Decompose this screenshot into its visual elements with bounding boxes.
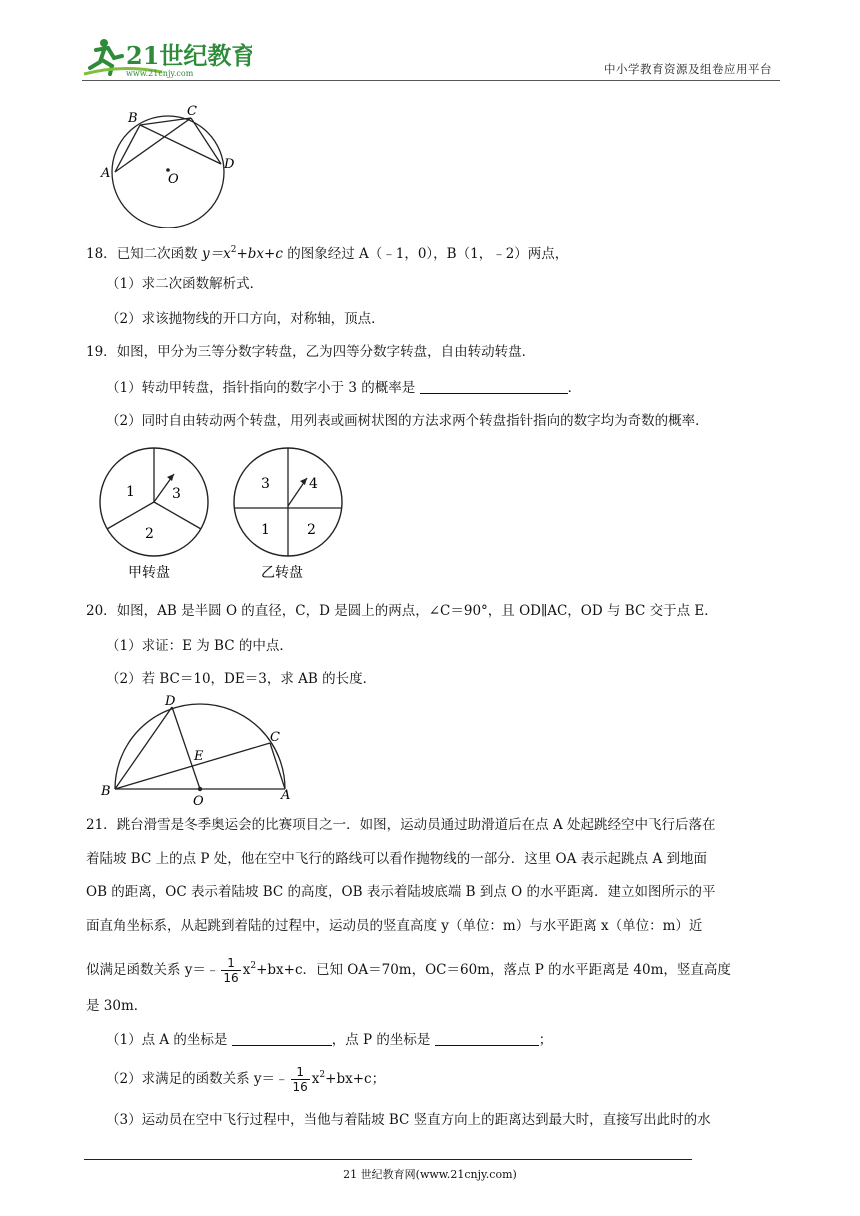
- label-a: A: [281, 788, 291, 803]
- spinner-b-number: 2: [307, 522, 316, 538]
- label-c: C: [187, 104, 197, 119]
- header-slogan: 中小学教育资源及组卷应用平台: [604, 62, 772, 76]
- answer-blank: [435, 1031, 539, 1046]
- q20-part2: （2）若 BC＝10，DE＝3，求 AB 的长度．: [106, 671, 377, 687]
- q21-line3: OB 的距离，OC 表示着陆坡 BC 的高度，OB 表示着陆坡底端 B 到点 O 的水平距离．建立如图所示的平: [86, 884, 716, 900]
- label-d: D: [165, 694, 176, 709]
- spinner-b-number: 3: [261, 476, 270, 492]
- q20-stem: 20．如图，AB 是半圆 O 的直径，C，D 是圆上的两点，∠C＝90°，且 OD∥AC，OD 与 BC 交于点 E．: [86, 603, 718, 619]
- q21-line1: 21．跳台滑雪是冬季奥运会的比赛项目之一．如图，运动员通过助滑道后在点 A 处起跳经空中飞行后落在: [86, 817, 716, 833]
- q21-line2: 着陆坡 BC 上的点 P 处，他在空中飞行的路线可以看作抛物线的一部分．这里 OA 表示起跳点 A 到地面: [86, 851, 707, 867]
- header-divider: [82, 80, 780, 81]
- label-b: B: [101, 784, 111, 799]
- q21-line4: 面直角坐标系，从起跳到着陆的过程中，运动员的竖直高度 y（单位：m）与水平距离 x（单位：m）近: [86, 918, 703, 934]
- q21-line6: 是 30m．: [86, 998, 148, 1014]
- q18-part2: （2）求该抛物线的开口方向，对称轴，顶点．: [106, 311, 385, 327]
- answer-blank: [420, 379, 568, 394]
- q19-part1: （1）转动甲转盘，指针指向的数字小于 3 的概率是 ．: [106, 380, 582, 396]
- site-logo: [82, 34, 252, 80]
- q19-stem: 19．如图，甲分为三等分数字转盘，乙为四等分数字转盘，自由转动转盘．: [86, 344, 536, 360]
- spinner-a: [98, 446, 214, 586]
- label-b: B: [128, 111, 138, 126]
- q18-part1: （1）求二次函数解析式．: [106, 276, 264, 292]
- logo-url: www.21cnjy.com: [126, 69, 194, 78]
- q21-part2: （2）求满足的函数关系 y＝﹣ $\frac{1}{16}$ $x^2+bx+c$；: [106, 1065, 386, 1094]
- footer-divider: [84, 1159, 692, 1160]
- fraction: $\frac{1}{16}$: [292, 1065, 308, 1094]
- answer-blank: [232, 1031, 332, 1046]
- q21-part3: （3）运动员在空中飞行过程中，当他与着陆坡 BC 竖直方向上的距离达到最大时，直接写出此时的水: [106, 1112, 711, 1128]
- q17-circle-figure: [98, 100, 248, 232]
- fraction: $\frac{1}{16}$: [223, 956, 239, 985]
- label-d: D: [224, 157, 235, 172]
- label-c: C: [270, 730, 280, 745]
- q20-semicircle-figure: [98, 692, 298, 812]
- q21-part1: （1）点 A 的坐标是 ，点 P 的坐标是 ；: [106, 1032, 553, 1048]
- footer-text: 21 世纪教育网(www.21cnjy.com): [343, 1168, 517, 1181]
- spinner-b: [231, 446, 347, 586]
- q18-stem: 18．已知二次函数 $y=x^2+bx+c$ 的图象经过 A（﹣1，0），B（1，﹣2）两点，: [86, 245, 569, 262]
- spinner-a-number: 2: [145, 526, 154, 542]
- label-o: O: [193, 794, 204, 808]
- spinner-a-caption: 甲转盘: [128, 565, 170, 581]
- q21-line5: 似满足函数关系 y＝﹣ $\frac{1}{16}$ $x^2+bx+c$．已知 OA＝70m，OC＝60m，落点 P 的水平距离是 40m，竖直高度: [86, 956, 731, 985]
- logo-text: 21世纪教育: [126, 41, 252, 70]
- spinner-b-number: 4: [309, 476, 318, 492]
- spinner-a-number: 1: [126, 484, 135, 500]
- spinner-a-number: 3: [172, 486, 181, 502]
- label-a: A: [101, 166, 111, 181]
- label-o: O: [168, 172, 179, 187]
- q19-part2: （2）同时自由转动两个转盘，用列表或画树状图的方法求两个转盘指针指向的数字均为奇数的概率．: [106, 413, 709, 429]
- q20-part1: （1）求证：E 为 BC 的中点．: [106, 638, 293, 654]
- spinner-b-caption: 乙转盘: [261, 565, 303, 581]
- spinner-b-number: 1: [261, 522, 270, 538]
- label-e: E: [194, 749, 204, 764]
